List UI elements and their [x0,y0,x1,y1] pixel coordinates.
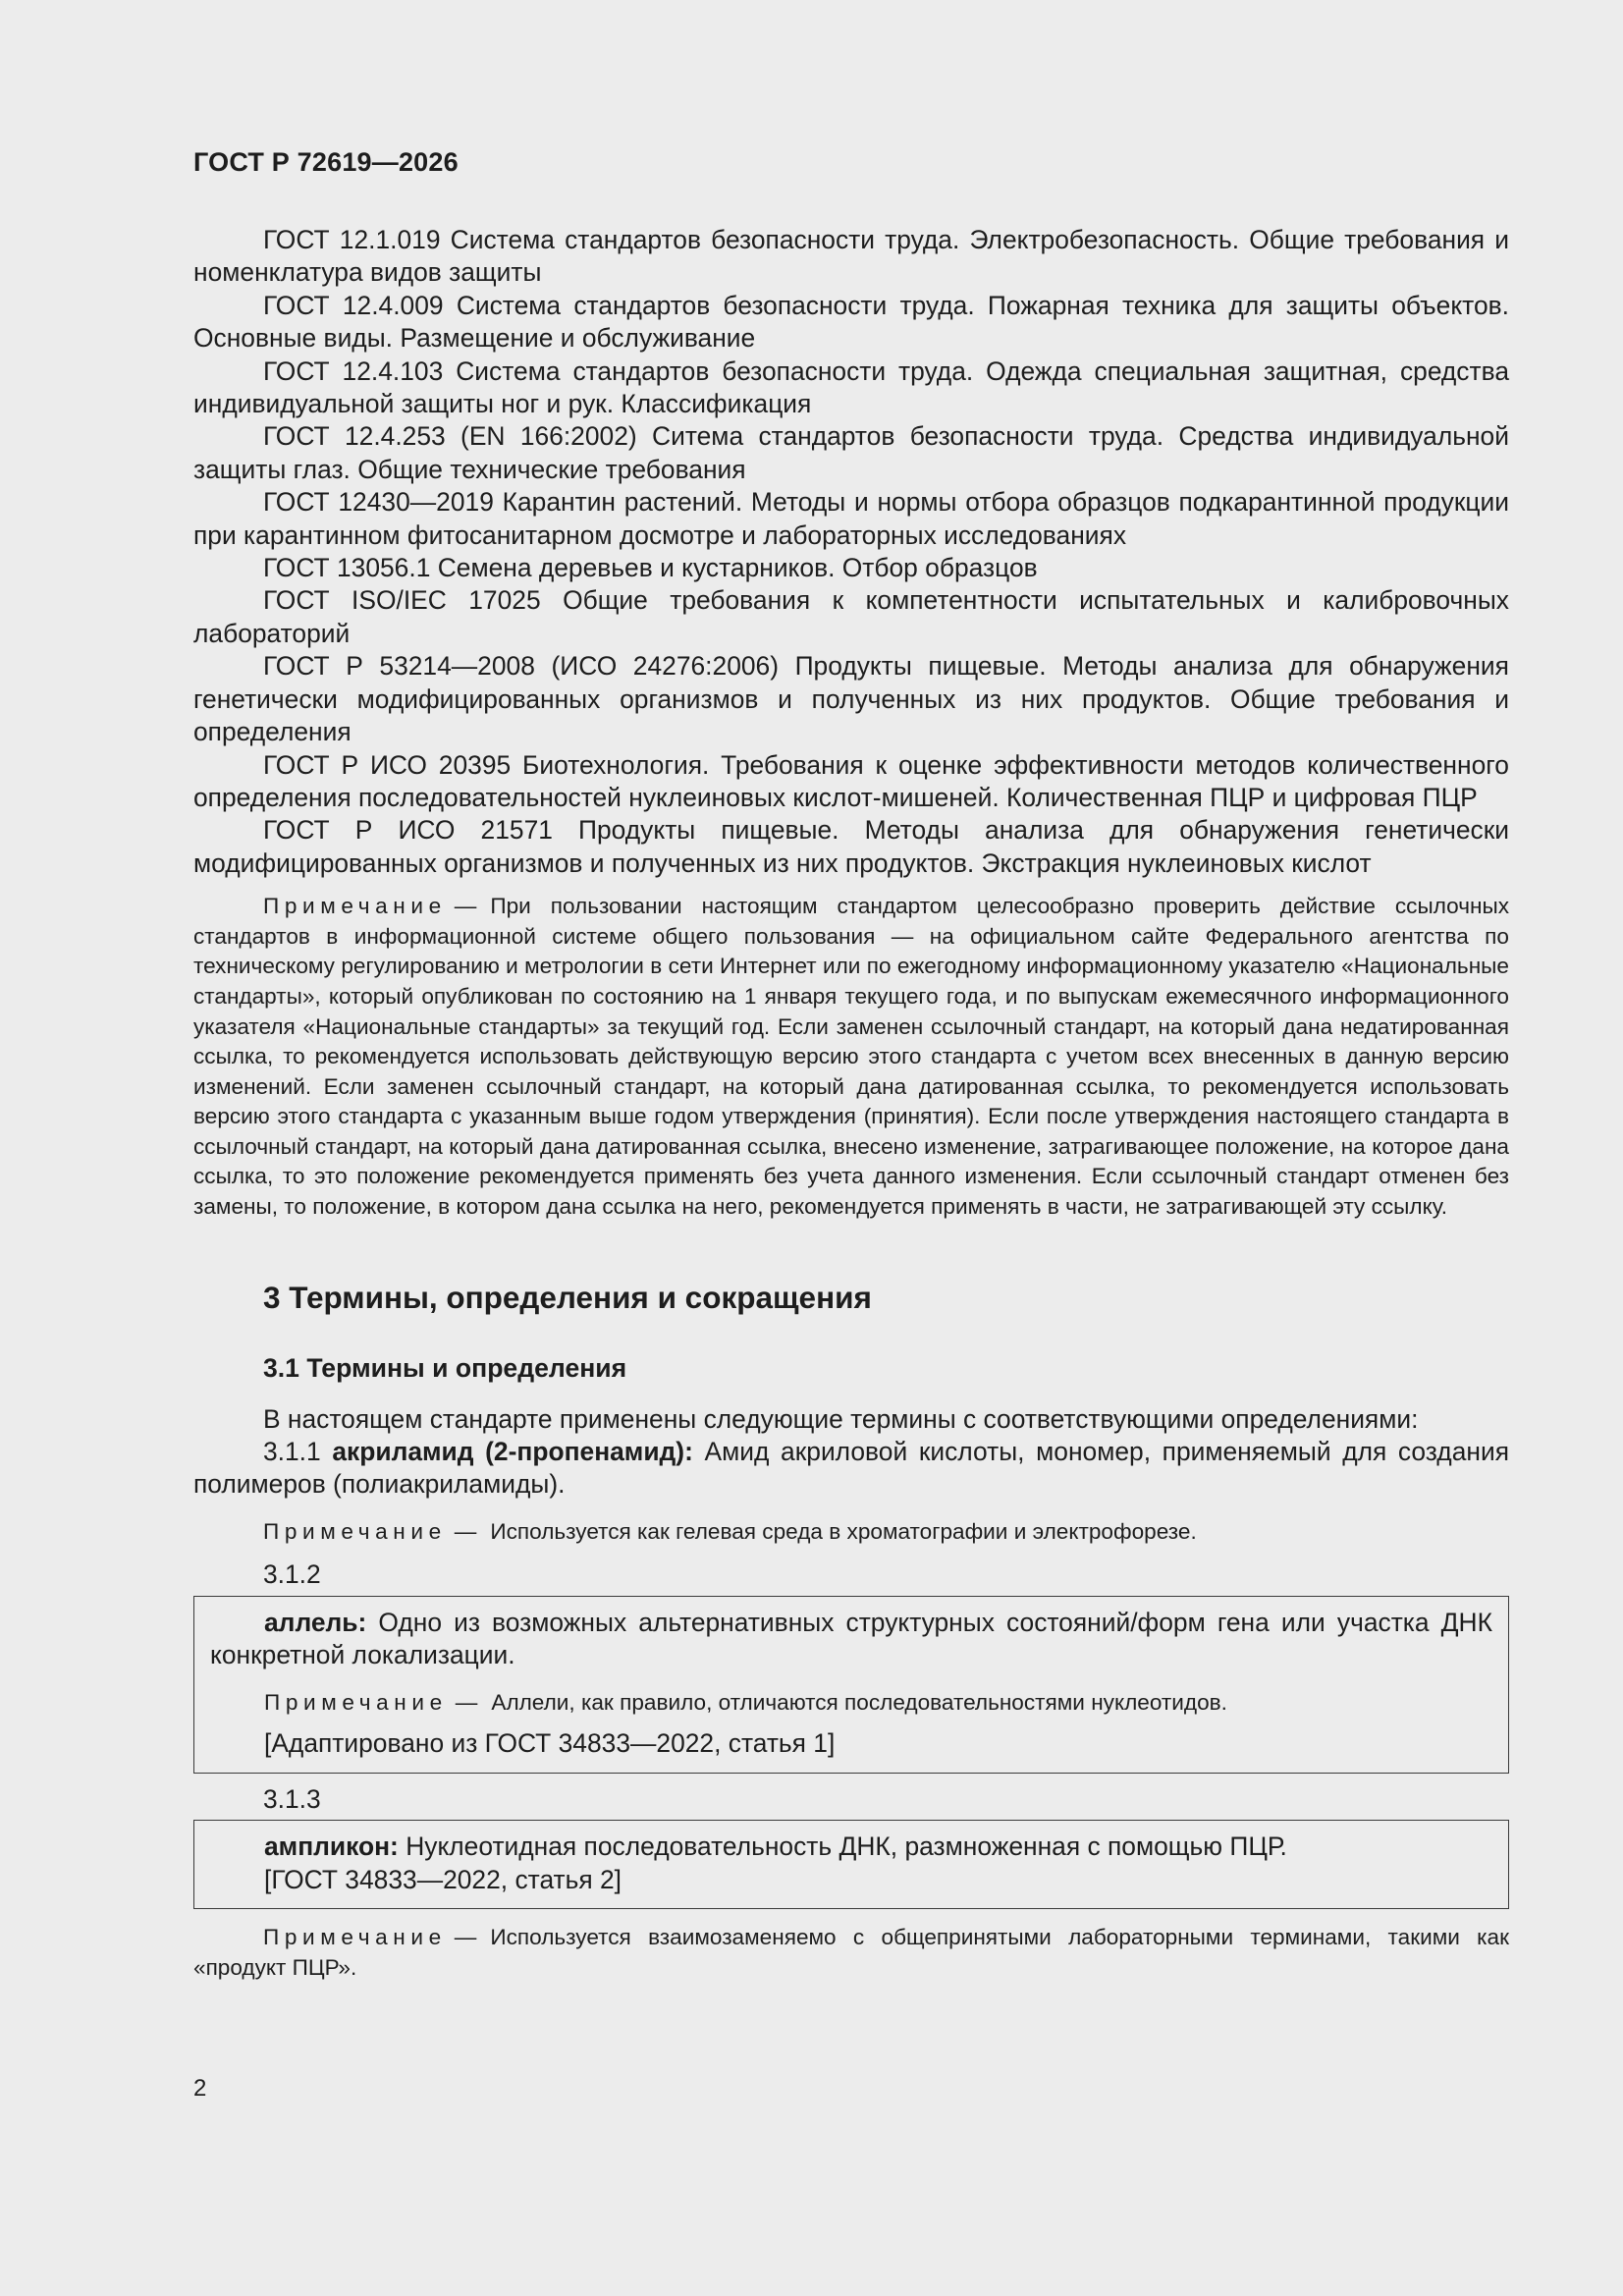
note-dash: — [454,1924,477,1949]
note-text: Используется как гелевая среда в хроматографии и электрофорезе. [490,1518,1197,1544]
term-3-1-3-box [193,1820,1509,1909]
reference-item [193,290,1509,355]
note-label: Примечание [264,1689,448,1715]
reference-code: ГОСТ 12.4.009 [263,290,444,320]
page-content [193,224,1509,1983]
term-3-1-3-definition [210,1831,1492,1863]
term-3-1-2-source: [Адаптировано из ГОСТ 34833—2022, статья 1] [264,1728,836,1759]
term-name: акриламид (2-пропенамид): [332,1437,693,1467]
reference-item [193,486,1509,552]
reference-code: ГОСТ 12.4.253 (EN 166:2002) [263,421,637,452]
reference-title: Биотехнология. Требования к оценке эффективности методов количественного определения последовательностей нуклеиновых кислот-мишеней. Количественная ПЦР и цифровая ПЦР [193,749,1509,812]
reference-title: Общие требования к компетентности испытательных и калибровочных лабораторий [193,585,1509,648]
term-name: ампликон: [264,1831,399,1862]
reference-code: ГОСТ 12.1.019 [263,225,441,254]
note-text: Используется взаимозаменяемо с общепринятыми лабораторными терминами, такими как «продукт ПЦР». [193,1924,1509,1980]
note-text: Аллели, как правило, отличаются последовательностями нуклеотидов. [491,1689,1227,1715]
term-3-1-3-note [193,1923,1509,1983]
note-label: Примечание [263,1924,447,1949]
reference-code: ГОСТ 13056.1 [263,553,431,583]
term-3-1-3-source: [ГОСТ 34833—2022, статья 2] [264,1864,622,1894]
document-header-code: ГОСТ Р 72619—2026 [193,147,459,177]
reference-item [193,420,1509,486]
term-3-1-1 [193,1436,1509,1502]
term-3-1-2-number: 3.1.2 [263,1559,321,1590]
note-dash: — [454,894,477,919]
note-text: При пользовании настоящим стандартом целесообразно проверить действие ссылочных стандартов в информационной системе общего пользования — на официальном сайте Федерального агентства по техническому регулированию и метрологии в сети Интернет или по ежегодному информационному указателю «Национальные стандарты», который опубликован по состоянию на 1 января текущего года, и по выпускам ежемесячного информационного указателя «Национальные стандарты» за текущий год. Если заменен ссылочный стандарт, на который дана недатированная ссылка, то рекомендуется использовать действующую версию этого стандарта с учетом всех внесенных в данную версию изменений. Если заменен ссылочный стандарт, на который дана датированная ссылка, то рекомендуется использовать версию этого стандарта с указанным выше годом утверждения (принятия). Если после утверждения настоящего стандарта в ссылочный стандарт, на который дана датированная ссылка, внесено изменение, затрагивающее положение, на которое дана ссылка, то это положение рекомендуется применять без учета данного изменения. Если ссылочный стандарт отменен без замены, то положение, в котором дана ссылка на него, рекомендуется применять в части, не затрагивающей эту ссылку. [193,894,1509,1220]
reference-item [193,584,1509,650]
reference-title: Карантин растений. Методы и нормы отбора образцов подкарантинной продукции при карантинном фитосанитарном досмотре и лабораторных исследованиях [193,487,1509,550]
term-3-1-2-note [210,1688,1492,1719]
reference-code: ГОСТ 12430—2019 [263,487,494,518]
term-name: аллель: [264,1607,367,1637]
reference-title: Система стандартов безопасности труда. Электробезопасность. Общие требования и номенклатура видов защиты [193,225,1509,288]
reference-item [193,814,1509,880]
note-label: Примечание [263,894,447,919]
reference-title: Ситема стандартов безопасности труда. Средства индивидуальной защиты глаз. Общие технические требования [193,421,1509,484]
term-3-1-2-box [193,1596,1509,1774]
reference-code: ГОСТ Р ИСО 21571 [263,815,553,846]
reference-item [193,749,1509,815]
reference-item [193,650,1509,748]
reference-title: Семена деревьев и кустарников. Отбор образцов [437,553,1038,583]
term-definition: Одно из возможных альтернативных структурных состояний/форм гена или участка ДНК конкретной локализации. [210,1607,1492,1670]
reference-item [193,224,1509,290]
page-number: 2 [193,2075,207,2102]
terms-intro: В настоящем стандарте применены следующие термины с соответствующими определениями: [263,1403,1419,1434]
term-definition: Амид акриловой кислоты, мономер, применяемый для создания полимеров (полиакриламиды). [193,1437,1509,1500]
reference-title: Продукты пищевые. Методы анализа для обнаружения генетически модифицированных организмов и полученных из них продуктов. Экстракция нуклеиновых кислот [193,815,1509,878]
note-dash: — [455,1689,478,1715]
term-3-1-2-definition [210,1607,1492,1672]
reference-code: ГОСТ Р 53214—2008 (ИСО 24276:2006) [263,651,780,682]
subsection-3-1-heading: 3.1 Термины и определения [263,1352,627,1383]
note-dash: — [454,1518,477,1544]
term-number: 3.1.1 [263,1437,321,1467]
reference-title: Продукты пищевые. Методы анализа для обнаружения генетически модифицированных организмов и полученных из них продуктов. Общие требования и определения [193,651,1509,747]
note-label: Примечание [263,1518,447,1544]
term-3-1-3-number: 3.1.3 [263,1783,321,1814]
reference-title: Система стандартов безопасности труда. Одежда специальная защитная, средства индивидуальной защиты ног и рук. Классификация [193,355,1509,419]
reference-item [193,552,1509,584]
term-3-1-1-note [193,1517,1509,1548]
reference-title: Система стандартов безопасности труда. Пожарная техника для защиты объектов. Основные виды. Размещение и обслуживание [193,290,1509,354]
term-definition: Нуклеотидная последовательность ДНК, размноженная с помощью ПЦР. [406,1831,1287,1862]
reference-item [193,355,1509,421]
references-note [193,892,1509,1223]
section-3-heading: 3 Термины, определения и сокращения [263,1279,872,1315]
reference-code: ГОСТ ISO/IEC 17025 [263,585,541,616]
normative-references-list [193,224,1509,880]
reference-code: ГОСТ 12.4.103 [263,355,444,386]
reference-code: ГОСТ Р ИСО 20395 [263,749,512,780]
